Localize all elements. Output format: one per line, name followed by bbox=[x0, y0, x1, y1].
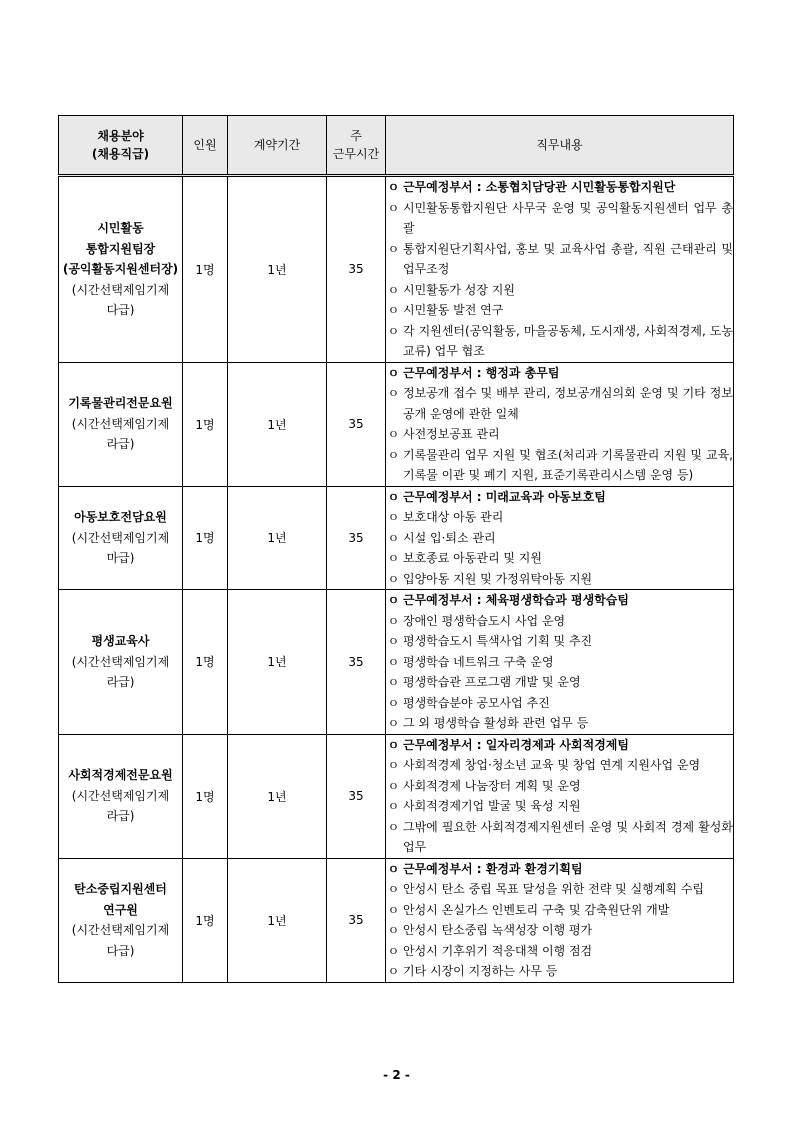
duty-item bbox=[386, 569, 733, 590]
duty-item bbox=[386, 776, 733, 797]
header-field-line1: 채용분야 bbox=[97, 129, 144, 143]
duty-text: 장애인 평생학습도시 사업 운영 bbox=[403, 613, 566, 628]
bullet-icon: ｏ bbox=[388, 551, 399, 564]
bullet-icon: ｏ bbox=[388, 778, 399, 792]
header-count: 인원 bbox=[183, 116, 228, 176]
duty-item bbox=[386, 445, 733, 486]
header-period: 계약기간 bbox=[228, 116, 327, 176]
field-grade: 마급) bbox=[106, 551, 135, 565]
duty-text: 시민활동통합지원단 사무국 운영 및 공익활동지원센터 업무 총괄 bbox=[403, 200, 733, 235]
header-hours-line2: 근무시간 bbox=[332, 147, 380, 161]
duty-list bbox=[386, 363, 733, 486]
table-row bbox=[59, 734, 734, 858]
bullet-icon: ｏ bbox=[388, 819, 399, 833]
duty-item bbox=[386, 961, 733, 982]
field-name: 기록물관리전문요원 bbox=[68, 396, 173, 411]
duty-text: 그 외 평생학습 활성화 관련 업무 등 bbox=[403, 716, 589, 730]
header-hours bbox=[327, 116, 386, 176]
field-grade: 라급) bbox=[106, 675, 135, 689]
department-text: 근무예정부서 : 미래교육과 아동보호팀 bbox=[403, 489, 606, 504]
bullet-icon: ｏ bbox=[388, 613, 399, 627]
period-cell: 1년 bbox=[228, 734, 327, 858]
bullet-icon: ｏ bbox=[388, 323, 399, 337]
duty-item bbox=[386, 693, 733, 714]
field-grade: 라급) bbox=[106, 437, 135, 452]
department-item bbox=[386, 859, 733, 880]
hours-cell: 35 bbox=[327, 590, 386, 735]
duty-item bbox=[386, 548, 733, 569]
field-cell bbox=[59, 858, 183, 982]
bullet-icon: ｏ bbox=[388, 303, 399, 316]
duty-text: 안성시 온실가스 인벤토리 구축 및 감축원단위 개발 bbox=[403, 902, 670, 917]
duty-item bbox=[386, 755, 733, 776]
duty-list bbox=[386, 735, 733, 858]
bullet-icon: ｏ bbox=[388, 571, 399, 585]
bullet-icon: ｏ bbox=[388, 200, 399, 214]
duty-item bbox=[386, 507, 733, 528]
bullet-icon: ｏ bbox=[388, 365, 399, 379]
hours-cell: 35 bbox=[327, 734, 386, 858]
duty-item bbox=[386, 796, 733, 817]
duty-list bbox=[386, 177, 733, 362]
field-grade: (시간선택제임기제 bbox=[71, 282, 170, 297]
duty-text: 통합지원단기획사업, 홍보 및 교육사업 총괄, 직원 근태관리 및 업무조정 bbox=[403, 241, 733, 276]
field-name: 통합지원팀장 bbox=[85, 241, 156, 256]
count-cell: 1명 bbox=[183, 486, 228, 590]
bullet-icon: ｏ bbox=[388, 716, 399, 729]
duty-text: 입양아동 지원 및 가정위탁아동 지원 bbox=[403, 571, 593, 586]
duty-item bbox=[386, 239, 733, 280]
field-grade: 다급) bbox=[106, 303, 135, 317]
bullet-icon: ｏ bbox=[388, 943, 399, 957]
period-cell: 1년 bbox=[228, 858, 327, 982]
duty-text: 정보공개 접수 및 배부 관리, 정보공개심의회 운영 및 기타 정보공개 운영에 관한 일체 bbox=[403, 386, 733, 421]
field-cell bbox=[59, 176, 183, 363]
bullet-icon: ｏ bbox=[388, 758, 399, 771]
duty-text: 사회적경제 창업·청소년 교육 및 창업 연계 지원사업 운영 bbox=[403, 758, 701, 772]
bullet-icon: ｏ bbox=[388, 634, 399, 647]
field-name: 시민활동 bbox=[97, 221, 144, 235]
duty-text: 평생학습도시 특색사업 기획 및 추진 bbox=[403, 634, 593, 648]
duty-item bbox=[386, 300, 733, 321]
department-text: 근무예정부서 : 일자리경제과 사회적경제팀 bbox=[403, 737, 629, 752]
duty-text: 시민활동 발전 연구 bbox=[403, 303, 504, 317]
duties-cell bbox=[386, 486, 734, 590]
field-cell bbox=[59, 486, 183, 590]
field-grade: 라급) bbox=[106, 809, 135, 824]
table-row bbox=[59, 486, 734, 590]
table-row bbox=[59, 590, 734, 735]
department-item bbox=[386, 487, 733, 508]
duty-text: 평생학습관 프로그램 개발 및 운영 bbox=[403, 675, 581, 689]
duties-cell bbox=[386, 734, 734, 858]
duties-cell bbox=[386, 176, 734, 363]
department-text: 근무예정부서 : 체육평생학습과 평생학습팀 bbox=[403, 593, 629, 607]
table-body bbox=[59, 176, 734, 983]
bullet-icon: ｏ bbox=[388, 241, 399, 255]
duty-item bbox=[386, 528, 733, 549]
table-row bbox=[59, 858, 734, 982]
department-item bbox=[386, 177, 733, 198]
bullet-icon: ｏ bbox=[388, 964, 399, 977]
bullet-icon: ｏ bbox=[388, 510, 399, 523]
duty-text: 안성시 기후위기 적응대책 이행 점검 bbox=[403, 943, 593, 958]
bullet-icon: ｏ bbox=[388, 282, 399, 296]
field-name: (공익활동지원센터장) bbox=[62, 262, 179, 276]
duty-item bbox=[386, 941, 733, 962]
field-grade: 다급) bbox=[106, 943, 135, 958]
header-row bbox=[59, 116, 734, 176]
duty-list bbox=[386, 487, 733, 590]
field-grade: (시간선택제임기제 bbox=[71, 654, 170, 669]
duty-text: 시설 입·퇴소 관리 bbox=[403, 530, 496, 545]
bullet-icon: ｏ bbox=[388, 489, 399, 503]
duty-item bbox=[386, 280, 733, 301]
header-hours-line1: 주 bbox=[350, 129, 362, 143]
field-name: 탄소중립지원센터 bbox=[74, 882, 167, 896]
bullet-icon: ｏ bbox=[388, 530, 399, 544]
duty-text: 기록물관리 업무 지원 및 협조(처리과 기록물관리 지원 및 교육, 기록물 이관 및 폐기 지원, 표준기록관리시스템 운영 등) bbox=[403, 447, 733, 482]
duty-item bbox=[386, 817, 733, 858]
duty-text: 평생학습분야 공모사업 추진 bbox=[403, 695, 550, 710]
period-cell: 1년 bbox=[228, 176, 327, 363]
period-cell: 1년 bbox=[228, 362, 327, 486]
duty-list bbox=[386, 859, 733, 982]
duty-item bbox=[386, 424, 733, 445]
duty-item bbox=[386, 611, 733, 632]
field-name: 사회적경제전문요원 bbox=[68, 768, 173, 783]
field-grade: (시간선택제임기제 bbox=[71, 416, 170, 431]
department-item bbox=[386, 590, 733, 611]
header-duties: 직무내용 bbox=[386, 116, 734, 176]
hours-cell: 35 bbox=[327, 858, 386, 982]
bullet-icon: ｏ bbox=[388, 675, 399, 688]
count-cell: 1명 bbox=[183, 590, 228, 735]
table-row bbox=[59, 362, 734, 486]
field-grade: (시간선택제임기제 bbox=[71, 530, 170, 545]
hours-cell: 35 bbox=[327, 362, 386, 486]
field-cell bbox=[59, 734, 183, 858]
bullet-icon: ｏ bbox=[388, 861, 399, 875]
recruitment-table bbox=[58, 115, 734, 983]
bullet-icon: ｏ bbox=[388, 427, 399, 440]
count-cell: 1명 bbox=[183, 176, 228, 363]
bullet-icon: ｏ bbox=[388, 737, 399, 751]
duty-text: 사회적경제기업 발굴 및 육성 지원 bbox=[403, 799, 581, 813]
duty-text: 사회적경제 나눔장터 계획 및 운영 bbox=[403, 778, 581, 793]
field-grade: (시간선택제임기제 bbox=[71, 788, 170, 803]
header-field-line2: (채용직급) bbox=[91, 147, 150, 161]
bullet-icon: ｏ bbox=[388, 593, 399, 606]
page-number: - 2 - bbox=[383, 1068, 410, 1082]
duty-text: 그밖에 필요한 사회적경제지원센터 운영 및 사회적 경제 활성화 업무 bbox=[403, 819, 733, 854]
duty-text: 각 지원센터(공익활동, 마을공동체, 도시재생, 사회적경제, 도농교류) 업무 협조 bbox=[403, 323, 733, 358]
bullet-icon: ｏ bbox=[388, 902, 399, 916]
bullet-icon: ｏ bbox=[388, 695, 399, 709]
department-text: 근무예정부서 : 행정과 총무팀 bbox=[403, 365, 560, 380]
duty-text: 보호종료 아동관리 및 지원 bbox=[403, 551, 542, 565]
field-cell bbox=[59, 362, 183, 486]
header-field bbox=[59, 116, 183, 176]
field-name: 평생교육사 bbox=[91, 634, 150, 648]
duty-text: 안성시 탄소 중립 목표 달성을 위한 전략 및 실행계획 수립 bbox=[403, 882, 704, 896]
period-cell: 1년 bbox=[228, 486, 327, 590]
duty-item bbox=[386, 713, 733, 734]
count-cell: 1명 bbox=[183, 858, 228, 982]
duty-item bbox=[386, 321, 733, 362]
field-grade: (시간선택제임기제 bbox=[71, 923, 170, 937]
table-row bbox=[59, 176, 734, 363]
duty-item bbox=[386, 198, 733, 239]
count-cell: 1명 bbox=[183, 362, 228, 486]
duty-item bbox=[386, 920, 733, 941]
duty-text: 보호대상 아동 관리 bbox=[403, 510, 504, 524]
bullet-icon: ｏ bbox=[388, 882, 399, 895]
duties-cell bbox=[386, 858, 734, 982]
duty-text: 안성시 탄소중립 녹색성장 이행 평가 bbox=[403, 923, 593, 937]
bullet-icon: ｏ bbox=[388, 799, 399, 812]
bullet-icon: ｏ bbox=[388, 447, 399, 461]
department-text: 근무예정부서 : 소통협치담당관 시민활동통합지원단 bbox=[403, 180, 676, 194]
period-cell: 1년 bbox=[228, 590, 327, 735]
duty-item bbox=[386, 631, 733, 652]
department-item bbox=[386, 735, 733, 756]
department-item bbox=[386, 363, 733, 384]
duty-item bbox=[386, 879, 733, 900]
hours-cell: 35 bbox=[327, 176, 386, 363]
count-cell: 1명 bbox=[183, 734, 228, 858]
duty-item bbox=[386, 672, 733, 693]
duty-item bbox=[386, 383, 733, 424]
duty-text: 평생학습 네트워크 구축 운영 bbox=[403, 654, 554, 669]
duty-item bbox=[386, 900, 733, 921]
duty-text: 사전정보공표 관리 bbox=[403, 427, 500, 441]
department-text: 근무예정부서 : 환경과 환경기획팀 bbox=[403, 861, 583, 876]
bullet-icon: ｏ bbox=[388, 386, 399, 399]
bullet-icon: ｏ bbox=[388, 654, 399, 668]
duty-item bbox=[386, 652, 733, 673]
duty-text: 시민활동가 성장 지원 bbox=[403, 282, 515, 297]
duties-cell bbox=[386, 590, 734, 735]
bullet-icon: ｏ bbox=[388, 923, 399, 936]
duty-list bbox=[386, 590, 733, 734]
field-name: 아동보호전담요원 bbox=[74, 510, 167, 524]
hours-cell: 35 bbox=[327, 486, 386, 590]
field-cell bbox=[59, 590, 183, 735]
field-name: 연구원 bbox=[103, 902, 138, 917]
duties-cell bbox=[386, 362, 734, 486]
bullet-icon: ｏ bbox=[388, 180, 399, 193]
duty-text: 기타 시장이 지정하는 사무 등 bbox=[403, 964, 558, 978]
